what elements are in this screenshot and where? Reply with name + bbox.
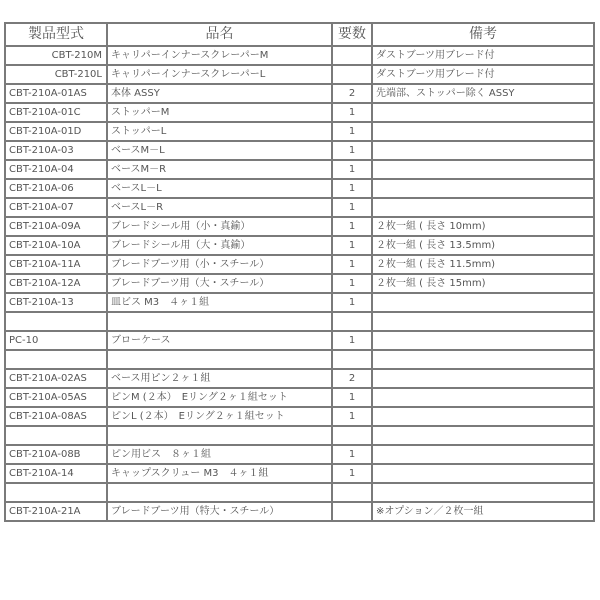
remarks-cell [372,179,594,198]
quantity-cell [332,502,372,521]
model-cell: CBT-210L [5,65,107,84]
quantity-cell: 1 [332,388,372,407]
table-row [5,331,594,350]
remarks-cell [372,293,594,312]
remarks-cell: ２枚一組 ( 長さ 10mm) [372,217,594,236]
product-name-cell: ブローケース [107,331,332,350]
model-cell: CBT-210A-07 [5,198,107,217]
model-cell: CBT-210A-08AS [5,407,107,426]
model-cell: CBT-210A-01C [5,103,107,122]
product-name-cell: ピンL (２本） Eリング２ヶ１組セット [107,407,332,426]
quantity-cell [332,65,372,84]
product-name-cell: ピン用ビス ８ヶ１組 [107,445,332,464]
remarks-cell [372,483,594,502]
model-cell: CBT-210A-09A [5,217,107,236]
model-cell: CBT-210A-14 [5,464,107,483]
table-row [5,274,594,293]
product-name-cell: ブレードシール用（小・真鍮） [107,217,332,236]
table-row [5,141,594,160]
parts-list-table [4,22,595,522]
product-name-cell: キャリパーインナースクレーパーM [107,46,332,65]
quantity-cell: 1 [332,293,372,312]
table-row [5,198,594,217]
quantity-cell [332,350,372,369]
product-name-cell: ブレードブーツ用（小・スチール） [107,255,332,274]
product-name-cell [107,312,332,331]
table-row [5,293,594,312]
quantity-cell: 1 [332,274,372,293]
model-cell: CBT-210A-04 [5,160,107,179]
quantity-cell: 1 [332,141,372,160]
model-cell: CBT-210A-13 [5,293,107,312]
model-cell: CBT-210A-12A [5,274,107,293]
table-row [5,502,594,521]
remarks-cell [372,369,594,388]
quantity-cell: 1 [332,464,372,483]
header-row [5,23,594,46]
header-model: 製品型式 [5,23,107,46]
quantity-cell: 1 [332,236,372,255]
product-name-cell: ベースM－R [107,160,332,179]
remarks-cell: ２枚一組 ( 長さ 11.5mm) [372,255,594,274]
table-body [5,46,594,521]
remarks-cell [372,141,594,160]
product-name-cell [107,350,332,369]
table-row [5,464,594,483]
model-cell: CBT-210A-11A [5,255,107,274]
model-cell: CBT-210A-08B [5,445,107,464]
model-cell: CBT-210A-10A [5,236,107,255]
quantity-cell: 1 [332,255,372,274]
model-cell: CBT-210A-01AS [5,84,107,103]
quantity-cell: 1 [332,445,372,464]
quantity-cell: 1 [332,407,372,426]
product-name-cell [107,483,332,502]
model-cell: PC-10 [5,331,107,350]
remarks-cell [372,160,594,179]
table-row [5,160,594,179]
remarks-cell [372,103,594,122]
model-cell: CBT-210A-02AS [5,369,107,388]
table-row [5,65,594,84]
product-name-cell: ベース用ピン２ヶ１組 [107,369,332,388]
product-name-cell: ピンM (２本） Eリング２ヶ１組セット [107,388,332,407]
remarks-cell [372,312,594,331]
model-cell: CBT-210A-21A [5,502,107,521]
product-name-cell: ベースL－R [107,198,332,217]
table-row [5,217,594,236]
table-row [5,407,594,426]
remarks-cell: ダストブーツ用ブレード付 [372,46,594,65]
product-name-cell: キャップスクリュー M3 ４ヶ１組 [107,464,332,483]
table-row [5,483,594,502]
product-name-cell: ストッパーM [107,103,332,122]
table-row [5,122,594,141]
product-name-cell: 皿ビス M3 ４ヶ１組 [107,293,332,312]
table-row [5,179,594,198]
remarks-cell: ダストブーツ用ブレード付 [372,65,594,84]
product-name-cell: ブレードシール用（大・真鍮） [107,236,332,255]
quantity-cell: 2 [332,84,372,103]
table-row [5,388,594,407]
table-row [5,350,594,369]
product-name-cell: 本体 ASSY [107,84,332,103]
quantity-cell [332,426,372,445]
quantity-cell: 1 [332,331,372,350]
product-name-cell: ベースM－L [107,141,332,160]
header-remarks: 備考 [372,23,594,46]
table-row [5,103,594,122]
remarks-cell [372,350,594,369]
quantity-cell: 1 [332,217,372,236]
remarks-cell [372,388,594,407]
header-quantity: 要数 [332,23,372,46]
header-product-name: 品名 [107,23,332,46]
table-row [5,84,594,103]
product-name-cell: ブレードブーツ用（大・スチール） [107,274,332,293]
quantity-cell [332,312,372,331]
model-cell [5,426,107,445]
model-cell: CBT-210A-01D [5,122,107,141]
table-row [5,445,594,464]
table-row [5,236,594,255]
remarks-cell [372,445,594,464]
remarks-cell [372,407,594,426]
model-cell [5,483,107,502]
remarks-cell: 先端部、ストッパー除く ASSY [372,84,594,103]
remarks-cell [372,198,594,217]
remarks-cell: ※オプション／２枚一組 [372,502,594,521]
remarks-cell: ２枚一組 ( 長さ 13.5mm) [372,236,594,255]
model-cell [5,312,107,331]
model-cell: CBT-210A-03 [5,141,107,160]
table-row [5,426,594,445]
table-row [5,46,594,65]
table-row [5,312,594,331]
table-row [5,369,594,388]
product-name-cell [107,426,332,445]
model-cell: CBT-210M [5,46,107,65]
model-cell [5,350,107,369]
remarks-cell [372,331,594,350]
product-name-cell: ブレードブーツ用（特大・スチール） [107,502,332,521]
quantity-cell: 1 [332,179,372,198]
quantity-cell [332,483,372,502]
remarks-cell [372,122,594,141]
quantity-cell [332,46,372,65]
model-cell: CBT-210A-05AS [5,388,107,407]
model-cell: CBT-210A-06 [5,179,107,198]
product-name-cell: キャリパーインナースクレーパーL [107,65,332,84]
quantity-cell: 2 [332,369,372,388]
quantity-cell: 1 [332,160,372,179]
remarks-cell [372,426,594,445]
remarks-cell: ２枚一組 ( 長さ 15mm) [372,274,594,293]
quantity-cell: 1 [332,122,372,141]
quantity-cell: 1 [332,198,372,217]
product-name-cell: ベースL－L [107,179,332,198]
quantity-cell: 1 [332,103,372,122]
remarks-cell [372,464,594,483]
product-name-cell: ストッパーL [107,122,332,141]
table-row [5,255,594,274]
